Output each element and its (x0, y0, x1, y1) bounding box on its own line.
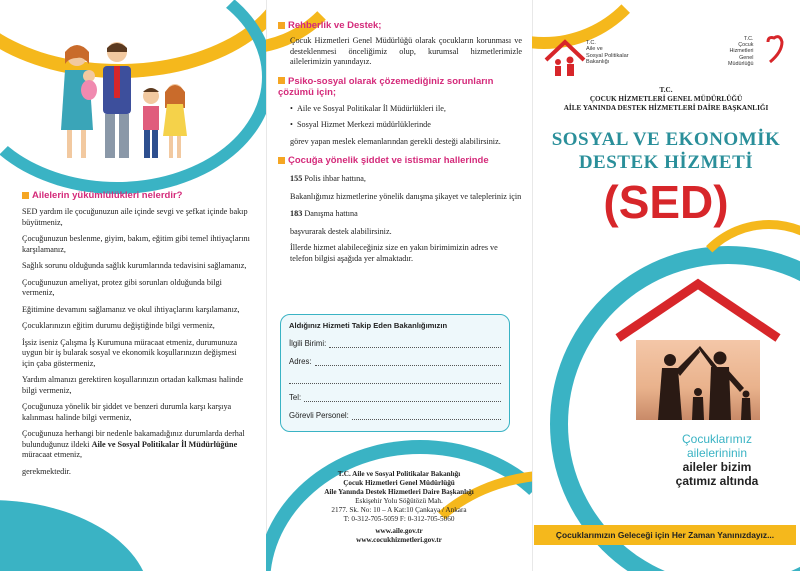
slogan-line-2: ailelerininin (686, 446, 748, 460)
footer-address-1: Eskişehir Yolu Söğütözü Mah. (355, 497, 443, 505)
bullet-square-icon (278, 22, 285, 29)
obligation-item: Çocuğunuzun ameliyat, protez gibi sorunları olduğunda bilgi vermeniz, (22, 277, 222, 297)
obligation-item: Çocuklarınızın eğitim durumu değiştiğinde bilgi vermeniz, (22, 321, 215, 330)
obligations-closing: gerekmektedir. (22, 466, 71, 476)
logo2-text: Hizmetleri (729, 48, 754, 55)
org-directorate: ÇOCUK HİZMETLERİ GENEL MÜDÜRLÜĞÜ (589, 95, 743, 103)
title-line-1: SOSYAL VE EKONOMİK (551, 129, 781, 150)
footer-directorate: Çocuk Hizmetleri Genel Müdürlüğü (343, 479, 455, 487)
obligation-item-last: Çocuğunuza herhangi bir nedenle bakamadığınız durumlarda derhal bulunduğunuz ildeki Aile ve Sosyal Politikalar İl Müdürlüğüne müracaat etmeniz, (22, 429, 245, 459)
title-line-2: DESTEK HİZMETİ (578, 152, 754, 173)
bullet-square-icon (278, 77, 285, 84)
form-row-address-2 (289, 375, 501, 384)
house-family-icon (544, 38, 586, 78)
logo2-text: Müdürlüğü (728, 60, 754, 67)
address-info-text: İllerde hizmet alabileceğiniz size en yakın birimimizin adres ve telefon bilgisi aşağıda yer almaktadır. (290, 243, 498, 263)
family-illustration (55, 38, 195, 166)
contact-footer (266, 470, 532, 545)
address-field[interactable] (315, 357, 501, 366)
middle-panel (266, 0, 532, 571)
violence-heading: Çocuğa yönelik şiddet ve istismar hallerinde (278, 155, 522, 166)
info-line: 183 Danışma hattına (290, 209, 358, 218)
form-row-address (289, 357, 501, 366)
decor-teal-bottom-arc (0, 500, 150, 571)
apply-text: başvurarak destek alabilirsiniz. (290, 226, 392, 236)
form-row-unit (289, 339, 501, 348)
org-tc: T.C. (659, 86, 673, 94)
directorate-logo (728, 34, 788, 82)
footer-address-2: 2177. Sk. No: 10 – A Kat:10 Çankaya / Ankara (331, 506, 467, 514)
logo2-text: Çocuk (738, 42, 754, 49)
bottom-banner (534, 525, 796, 545)
logo2-tc: T.C. (743, 36, 754, 42)
obligation-item: Çocuğunuzun beslenme, giyim, bakım, eğitim gibi temel ihtiyaçlarını karşılamanız, (22, 234, 250, 254)
police-line: 155 Polis ihbar hattına, (290, 174, 366, 183)
bullet-square-icon (22, 192, 29, 199)
left-panel (0, 0, 266, 571)
form-label-address: Adres: (289, 357, 312, 366)
obligation-item: Sağlık sorunu olduğunda sağlık kurumlarında tedavisini sağlamanız, (22, 261, 247, 270)
org-department: AİLE YANINDA DESTEK HİZMETLERİ DAİRE BAŞKANLIĞI (563, 104, 769, 112)
form-title: Aldığınız Hizmeti Takip Eden Bakanlığımızın (289, 321, 448, 330)
organization-header (532, 86, 800, 113)
logo1-text: Aile ve (586, 46, 603, 53)
psychosocial-text: görev yapan meslek elemanlarından gerekli desteği alabilirsiniz. (290, 136, 501, 146)
form-row-staff (289, 411, 501, 420)
cover-panel (532, 0, 800, 571)
guidance-text: Çocuk Hizmetleri Genel Müdürlüğü olarak çocukların korunması ve desteklenmesi önceliğimiz olup, kurumsal hizmetlerimizle ailelerimizin yanındayız. (290, 36, 522, 66)
form-label-tel: Tel: (289, 393, 302, 402)
form-row-tel (289, 393, 501, 402)
house-silhouette-image (612, 278, 784, 424)
obligations-heading: Ailelerin yükümlülükleri nelerdir? (22, 190, 250, 201)
tel-field[interactable] (304, 393, 501, 402)
psychosocial-bullet: • Aile ve Sosyal Politikalar İl Müdürlükleri ile, (290, 103, 446, 113)
slogan (642, 432, 792, 488)
ministry-logo (544, 38, 644, 78)
service-tracking-form (280, 314, 510, 432)
footer-website-1[interactable]: www.aile.gov.tr (375, 527, 423, 535)
obligation-item: Çocuğunuza yönelik bir şiddet ve benzeri durumla karşı karşıya kalınması halinde bilgi vermeniz, (22, 402, 232, 422)
psychosocial-heading: Psiko-sosyal olarak çözemediğiniz sorunların çözümü için; (278, 75, 494, 98)
form-label-unit: İlgili Birimi: (289, 339, 327, 348)
logo2-text: Genel (739, 54, 754, 61)
footer-ministry: T.C. Aile ve Sosyal Politikalar Bakanlığı (337, 470, 461, 478)
psychosocial-bullet: • Sosyal Hizmet Merkezi müdürlüklerinde (290, 120, 431, 129)
sed-abbreviation: (SED) (603, 176, 729, 228)
logo1-tc: T.C. (586, 40, 596, 46)
guidance-heading: Rehberlik ve Destek; (278, 20, 522, 31)
footer-department: Aile Yanında Destek Hizmetleri Daire Başkanlığı (324, 488, 474, 496)
slogan-line-1: Çocuklarımız (681, 432, 752, 446)
staff-field[interactable] (352, 411, 501, 420)
complaint-text: Bakanlığımız hizmetlerine yönelik danışma şikayet ve talepleriniz için (290, 191, 522, 201)
footer-phone: T: 0-312-705-5059 F: 0-312-705-5060 (343, 515, 455, 523)
obligation-item: Yardım almanızı gerektiren koşullarınızın ortadan kalkması halinde bilgi vermeniz, (22, 375, 244, 395)
slogan-line-4: çatımız altında (675, 474, 759, 488)
form-label-staff: Görevli Personel: (289, 411, 349, 420)
bullet-square-icon (278, 157, 285, 164)
brochure-title (532, 128, 800, 174)
logo1-text: Sosyal Politikalar (586, 52, 629, 59)
address-field-2[interactable] (289, 375, 501, 384)
unit-field[interactable] (329, 339, 501, 348)
slogan-line-3: aileler bizim (682, 460, 752, 474)
obligations-intro: SED yardım ile çocuğunuzun aile içinde sevgi ve şefkat içinde bakıp büyütmeniz, (22, 207, 248, 227)
logo1-text: Bakanlığı (586, 59, 610, 66)
obligation-item: İşsiz iseniz Çalışma İş Kurumuna müracaat etmeniz, durumunuza uygun bir iş bularak sosyal ve ekonomik koşullarınızın değişmesi için çaba göstermeniz, (22, 337, 238, 368)
heart-icon (764, 34, 786, 64)
footer-website-2[interactable]: www.cocukhizmetleri.gov.tr (356, 536, 442, 544)
banner-text: Çocuklarımızın Geleceği için Her Zaman Yanınızdayız... (555, 530, 775, 540)
obligation-item: Eğitimine devamını sağlamanız ve okul ihtiyaçlarını karşılamanız, (22, 304, 240, 314)
